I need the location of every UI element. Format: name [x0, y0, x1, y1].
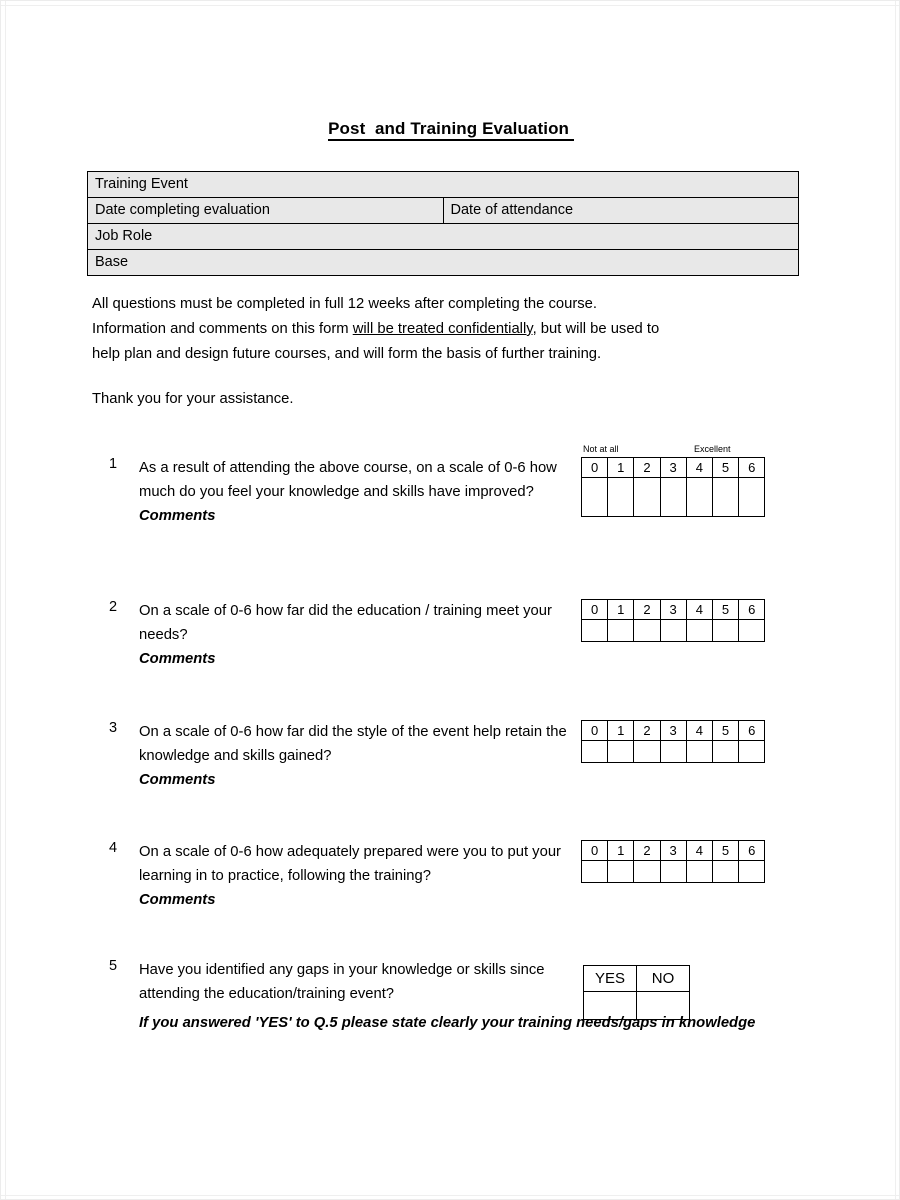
scale-captions — [581, 444, 758, 457]
page-edge-top — [1, 5, 900, 6]
scale-table — [581, 599, 765, 642]
scale-answer-row — [582, 478, 765, 517]
scale-checkbox-1[interactable] — [608, 861, 634, 883]
scale-value-0: 0 — [582, 721, 608, 741]
scale-values-row — [582, 458, 765, 478]
question-5-number: 5 — [109, 958, 118, 974]
scale-checkbox-2[interactable] — [634, 620, 660, 642]
scale-value-3: 3 — [660, 600, 686, 620]
scale-checkbox-2[interactable] — [634, 478, 660, 517]
table-row — [88, 224, 799, 250]
scale-value-2: 2 — [634, 458, 660, 478]
question-3-body — [139, 720, 604, 792]
question-1-comments-label[interactable]: Comments — [139, 508, 216, 524]
scale-checkbox-0[interactable] — [582, 478, 608, 517]
question-3-text: On a scale of 0-6 how far did the style of the event help retain the knowledge and skills gained? — [139, 724, 567, 764]
scale-values-row — [582, 721, 765, 741]
scale-value-5: 5 — [712, 600, 738, 620]
thank-you-text: Thank you for your assistance. — [92, 391, 294, 407]
training-details-table — [87, 171, 799, 276]
scale-checkbox-4[interactable] — [686, 861, 712, 883]
field-training-event[interactable]: Training Event — [88, 172, 799, 198]
table-row — [88, 172, 799, 198]
intro-line-2-suffix: , but will be used to — [532, 321, 660, 337]
scale-value-3: 3 — [660, 458, 686, 478]
page-title-text: Post and Training Evaluation — [328, 119, 574, 141]
yes-label: YES — [584, 966, 637, 992]
scale-value-2: 2 — [634, 600, 660, 620]
scale-value-6: 6 — [739, 458, 765, 478]
question-1-number: 1 — [109, 456, 118, 472]
scale-value-4: 4 — [686, 841, 712, 861]
scale-table — [581, 720, 765, 763]
scale-answer-row — [582, 861, 765, 883]
intro-paragraph — [92, 292, 792, 367]
scale-value-6: 6 — [739, 721, 765, 741]
page-title — [1, 119, 900, 139]
table-row — [88, 198, 799, 224]
scale-checkbox-6[interactable] — [739, 741, 765, 763]
scale-checkbox-0[interactable] — [582, 620, 608, 642]
scale-checkbox-3[interactable] — [660, 861, 686, 883]
question-4-body — [139, 840, 604, 912]
scale-value-2: 2 — [634, 841, 660, 861]
scale-checkbox-5[interactable] — [712, 478, 738, 517]
question-5-text: Have you identified any gaps in your knowledge or skills since attending the education/training event? — [139, 962, 545, 1002]
field-date-completing-evaluation[interactable]: Date completing evaluation — [88, 198, 444, 224]
question-3-comments-label[interactable]: Comments — [139, 772, 216, 788]
scale-checkbox-3[interactable] — [660, 741, 686, 763]
question-1-text: As a result of attending the above course, on a scale of 0-6 how much do you feel your knowledge and skills have improved? — [139, 460, 557, 500]
question-2-scale — [581, 599, 765, 642]
field-job-role[interactable]: Job Role — [88, 224, 799, 250]
table-row — [88, 250, 799, 276]
question-4-text: On a scale of 0-6 how adequately prepared were you to put your learning in to practice, following the training? — [139, 844, 561, 884]
scale-value-4: 4 — [686, 600, 712, 620]
scale-value-6: 6 — [739, 600, 765, 620]
scale-value-5: 5 — [712, 458, 738, 478]
scale-checkbox-3[interactable] — [660, 478, 686, 517]
scale-checkbox-1[interactable] — [608, 620, 634, 642]
scale-value-6: 6 — [739, 841, 765, 861]
scale-checkbox-0[interactable] — [582, 861, 608, 883]
no-label: NO — [637, 966, 690, 992]
scale-checkbox-5[interactable] — [712, 741, 738, 763]
scale-value-3: 3 — [660, 721, 686, 741]
yes-no-labels-row — [584, 966, 690, 992]
scale-checkbox-5[interactable] — [712, 861, 738, 883]
question-3-number: 3 — [109, 720, 118, 736]
page-edge-right — [895, 1, 896, 1200]
question-4-number: 4 — [109, 840, 118, 856]
intro-line-1: All questions must be completed in full 12 weeks after completing the course. — [92, 296, 598, 312]
question-4-scale — [581, 840, 765, 883]
scale-checkbox-4[interactable] — [686, 620, 712, 642]
scale-caption-low: Not at all — [583, 444, 619, 454]
intro-line-2-prefix: Information and comments on this form — [92, 321, 353, 337]
question-5-body — [139, 958, 564, 1006]
question-4-comments-label[interactable]: Comments — [139, 892, 216, 908]
scale-checkbox-3[interactable] — [660, 620, 686, 642]
page-edge-left — [5, 1, 6, 1200]
question-2-comments-label[interactable]: Comments — [139, 651, 216, 667]
scale-value-0: 0 — [582, 458, 608, 478]
page-edge-bottom — [1, 1195, 900, 1196]
scale-table — [581, 840, 765, 883]
scale-checkbox-4[interactable] — [686, 478, 712, 517]
scale-value-5: 5 — [712, 841, 738, 861]
scale-checkbox-0[interactable] — [582, 741, 608, 763]
scale-value-1: 1 — [608, 721, 634, 741]
scale-value-0: 0 — [582, 841, 608, 861]
scale-caption-high: Excellent — [694, 444, 731, 454]
question-2-body — [139, 599, 579, 671]
scale-checkbox-6[interactable] — [739, 620, 765, 642]
scale-value-3: 3 — [660, 841, 686, 861]
scale-value-5: 5 — [712, 721, 738, 741]
intro-line-3: help plan and design future courses, and will form the basis of further training. — [92, 346, 602, 362]
scale-values-row — [582, 841, 765, 861]
scale-checkbox-5[interactable] — [712, 620, 738, 642]
intro-line-2 — [92, 317, 792, 342]
scale-checkbox-6[interactable] — [739, 861, 765, 883]
scale-answer-row — [582, 741, 765, 763]
field-date-of-attendance[interactable]: Date of attendance — [443, 198, 799, 224]
scale-value-2: 2 — [634, 721, 660, 741]
scale-checkbox-4[interactable] — [686, 741, 712, 763]
scale-values-row — [582, 600, 765, 620]
scale-value-4: 4 — [686, 458, 712, 478]
scale-checkbox-2[interactable] — [634, 861, 660, 883]
scale-checkbox-1[interactable] — [608, 741, 634, 763]
scale-value-4: 4 — [686, 721, 712, 741]
scale-answer-row — [582, 620, 765, 642]
question-1-scale — [581, 444, 765, 517]
scale-checkbox-2[interactable] — [634, 741, 660, 763]
question-3-scale — [581, 720, 765, 763]
field-base[interactable]: Base — [88, 250, 799, 276]
intro-confidentiality-emphasis: will be treated confidentially — [352, 321, 533, 337]
scale-value-0: 0 — [582, 600, 608, 620]
question-5-followup-note: If you answered 'YES' to Q.5 please state clearly your training needs/gaps in knowledge — [139, 1015, 756, 1031]
scale-checkbox-6[interactable] — [739, 478, 765, 517]
scale-value-1: 1 — [608, 841, 634, 861]
scale-value-1: 1 — [608, 600, 634, 620]
question-1-body — [139, 456, 579, 528]
scale-checkbox-1[interactable] — [608, 478, 634, 517]
scale-value-1: 1 — [608, 458, 634, 478]
question-2-number: 2 — [109, 599, 118, 615]
question-2-text: On a scale of 0-6 how far did the education / training meet your needs? — [139, 603, 552, 643]
scale-table — [581, 457, 765, 517]
